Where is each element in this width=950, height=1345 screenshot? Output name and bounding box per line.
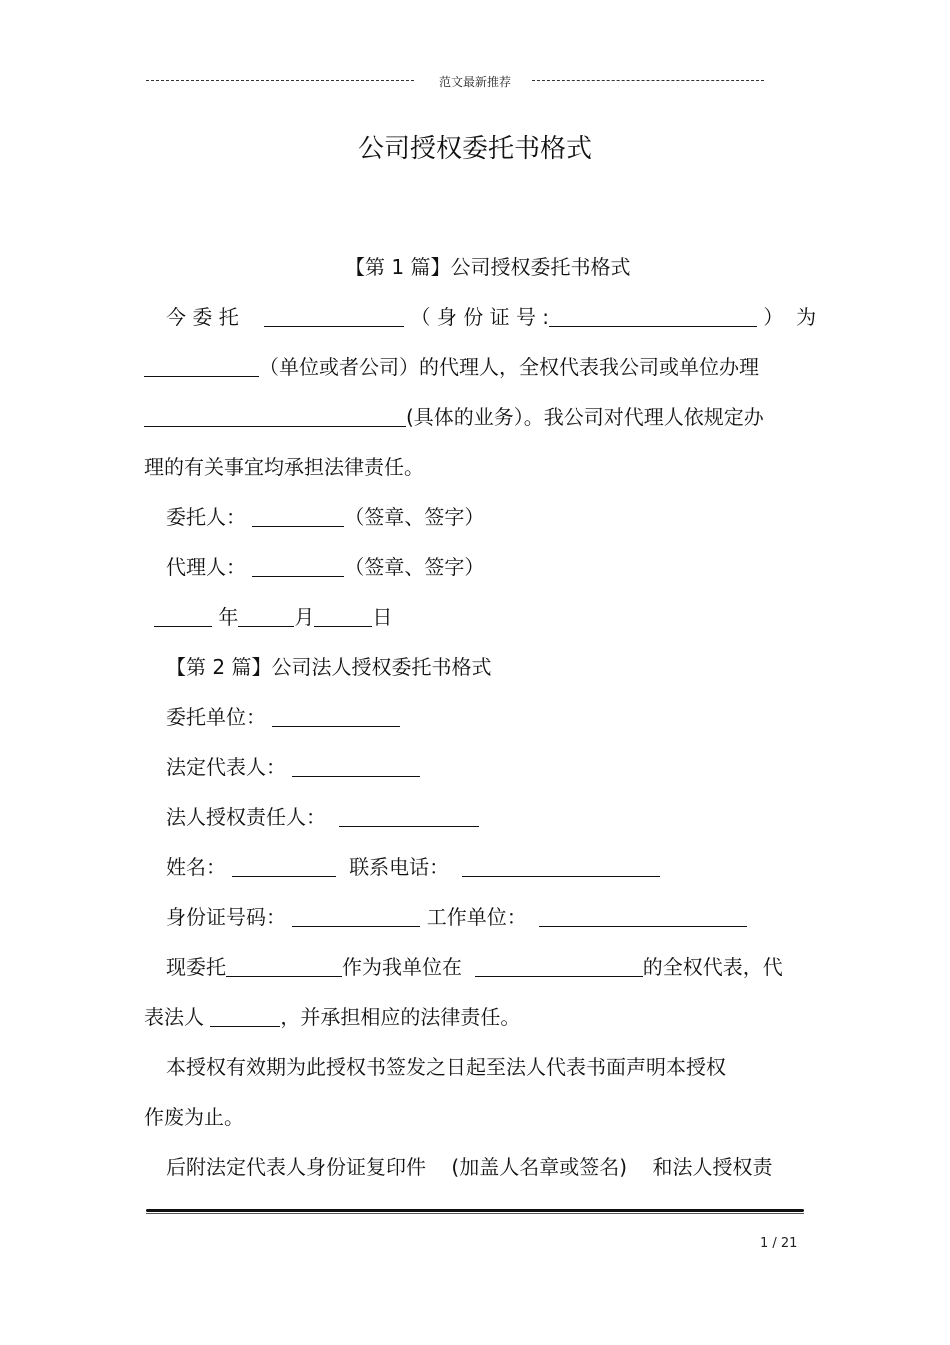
entrust-line-3: (具体的业务）。我公司对代理人依规定办 — [144, 403, 764, 431]
section1-heading: 【第 1 篇】公司授权委托书格式 — [345, 255, 631, 279]
principal-line: 委托人： （签章、签字） — [166, 505, 485, 529]
unit-line: 委托单位： — [166, 703, 400, 731]
responsible-line: 法人授权责任人： — [166, 803, 479, 831]
footer-rule — [146, 1209, 804, 1212]
page-number: 1 / 21 — [760, 1236, 798, 1251]
footer-rule-thin — [146, 1213, 804, 1214]
document-title: 公司授权委托书格式 — [357, 134, 592, 164]
entrust-line-4: 理的有关事宜均承担法律责任。 — [144, 455, 424, 479]
entrust2-line-1: 现委托 作为我单位在 的全权代表，代 — [166, 955, 783, 979]
agent-line: 代理人： （签章、签字） — [166, 555, 485, 579]
validity-line-1: 本授权有效期为此授权书签发之日起至法人代表书面声明本授权 — [166, 1055, 726, 1079]
name-phone-line: 姓名： 联系电话： — [166, 853, 660, 881]
date-line: 年 月 日 — [154, 603, 392, 631]
legal-rep-line: 法定代表人： — [166, 753, 420, 781]
entrust-line-2: （单位或者公司）的代理人，全权代表我公司或单位办理 — [144, 353, 759, 381]
attachment-line: 后附法定代表人身份证复印件 (加盖人名章或签名) 和法人授权责 — [166, 1155, 773, 1179]
validity-line-2: 作废为止。 — [144, 1105, 244, 1129]
section2-heading: 【第 2 篇】公司法人授权委托书格式 — [166, 655, 492, 679]
header-label: 范文最新推荐 — [0, 73, 950, 90]
entrust-line-1: 今 委 托 （ 身 份 证 号 : ） 为 — [166, 305, 817, 329]
entrust2-line-2: 表法人 ，并承担相应的法律责任。 — [144, 1005, 521, 1029]
id-work-line: 身份证号码： 工作单位： — [166, 903, 747, 931]
